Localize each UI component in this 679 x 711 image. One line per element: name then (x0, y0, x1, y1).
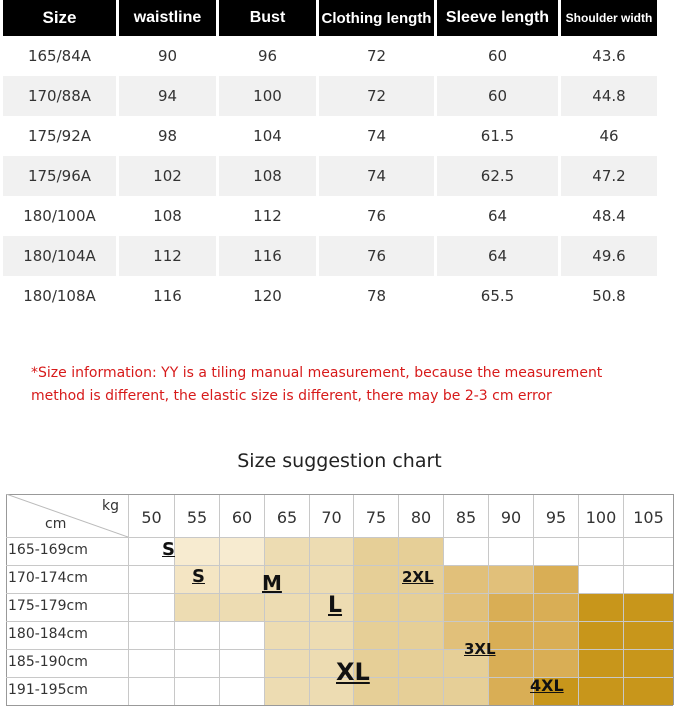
cell-clothing-length: 76 (319, 196, 434, 236)
cell-shoulder-width: 48.4 (561, 196, 657, 236)
cell-shoulder-width: 43.6 (561, 36, 657, 76)
cell-shoulder-width: 50.8 (561, 276, 657, 316)
cell-clothing-length: 76 (319, 236, 434, 276)
cell-bust: 96 (219, 36, 316, 76)
cell-clothing-length: 72 (319, 76, 434, 116)
cell-waistline: 98 (119, 116, 216, 156)
size-label-3xl: 3XL (464, 640, 496, 658)
cell-clothing-length: 74 (319, 116, 434, 156)
cell-shoulder-width: 46 (561, 116, 657, 156)
cell-size: 175/92A (3, 116, 116, 156)
size-label-m: M (262, 571, 282, 595)
weight-header: 105 (633, 508, 664, 527)
size-region-3xl (533, 565, 578, 593)
weight-header: 85 (455, 508, 477, 527)
size-label-s: S (192, 566, 205, 587)
cell-clothing-length: 72 (319, 36, 434, 76)
cell-shoulder-width: 47.2 (561, 156, 657, 196)
weight-header: 70 (321, 508, 342, 527)
cell-size: 180/104A (3, 236, 116, 276)
header-shoulder-width: Shoulder width (561, 0, 657, 36)
cell-waistline: 90 (119, 36, 216, 76)
corner-kg-label: kg (102, 498, 119, 514)
weight-header: 90 (500, 508, 522, 527)
height-label: 165-169cm (8, 542, 88, 558)
cell-sleeve-length: 60 (437, 36, 558, 76)
cell-shoulder-width: 44.8 (561, 76, 657, 116)
cell-waistline: 112 (119, 236, 216, 276)
cell-shoulder-width: 49.6 (561, 236, 657, 276)
height-label: 170-174cm (8, 570, 88, 586)
size-label-s: S (162, 539, 175, 560)
weight-header: 75 (365, 508, 387, 527)
weight-header: 100 (585, 508, 617, 527)
cell-bust: 108 (219, 156, 316, 196)
weight-header: 60 (231, 508, 253, 527)
height-label: 185-190cm (8, 654, 88, 670)
grid-row-line (6, 649, 673, 650)
header-size: Size (3, 0, 116, 36)
cell-clothing-length: 74 (319, 156, 434, 196)
corner-cm-label: cm (45, 516, 67, 532)
cell-size: 170/88A (3, 76, 116, 116)
grid-row-line (6, 621, 673, 622)
cell-size: 180/108A (3, 276, 116, 316)
size-label-2xl: 2XL (402, 568, 434, 586)
weight-header: 55 (186, 508, 208, 527)
cell-sleeve-length: 62.5 (437, 156, 558, 196)
header-bust: Bust (219, 0, 316, 36)
cell-sleeve-length: 64 (437, 196, 558, 236)
note-line-1: *Size information: YY is a tiling manual measurement, because the measurement (31, 365, 603, 381)
cell-clothing-length: 78 (319, 276, 434, 316)
cell-waistline: 108 (119, 196, 216, 236)
header-clothing-length: Clothing length (319, 0, 434, 36)
height-label: 191-195cm (8, 682, 88, 698)
height-label: 180-184cm (8, 626, 88, 642)
chart-title: Size suggestion chart (237, 450, 442, 472)
weight-header: 50 (141, 508, 162, 527)
weight-header: 65 (276, 508, 298, 527)
weight-header: 80 (410, 508, 432, 527)
height-label: 175-179cm (8, 598, 88, 614)
cell-size: 165/84A (3, 36, 116, 76)
note-line-2: method is different, the elastic size is different, there may be 2-3 cm error (31, 388, 552, 404)
cell-sleeve-length: 60 (437, 76, 558, 116)
header-waistline: waistline (119, 0, 216, 36)
cell-waistline: 116 (119, 276, 216, 316)
cell-waistline: 102 (119, 156, 216, 196)
cell-size: 180/100A (3, 196, 116, 236)
cell-size: 175/96A (3, 156, 116, 196)
cell-bust: 112 (219, 196, 316, 236)
cell-bust: 120 (219, 276, 316, 316)
size-label-4xl: 4XL (530, 676, 564, 695)
cell-waistline: 94 (119, 76, 216, 116)
cell-bust: 104 (219, 116, 316, 156)
size-label-xl: XL (336, 658, 370, 686)
weight-header: 95 (545, 508, 567, 527)
cell-sleeve-length: 65.5 (437, 276, 558, 316)
grid-row-line (6, 705, 673, 706)
grid-column-line (673, 494, 674, 705)
cell-sleeve-length: 61.5 (437, 116, 558, 156)
size-label-l: L (328, 593, 343, 618)
cell-bust: 100 (219, 76, 316, 116)
cell-sleeve-length: 64 (437, 236, 558, 276)
cell-bust: 116 (219, 236, 316, 276)
header-sleeve-length: Sleeve length (437, 0, 558, 36)
grid-row-line (6, 565, 673, 566)
